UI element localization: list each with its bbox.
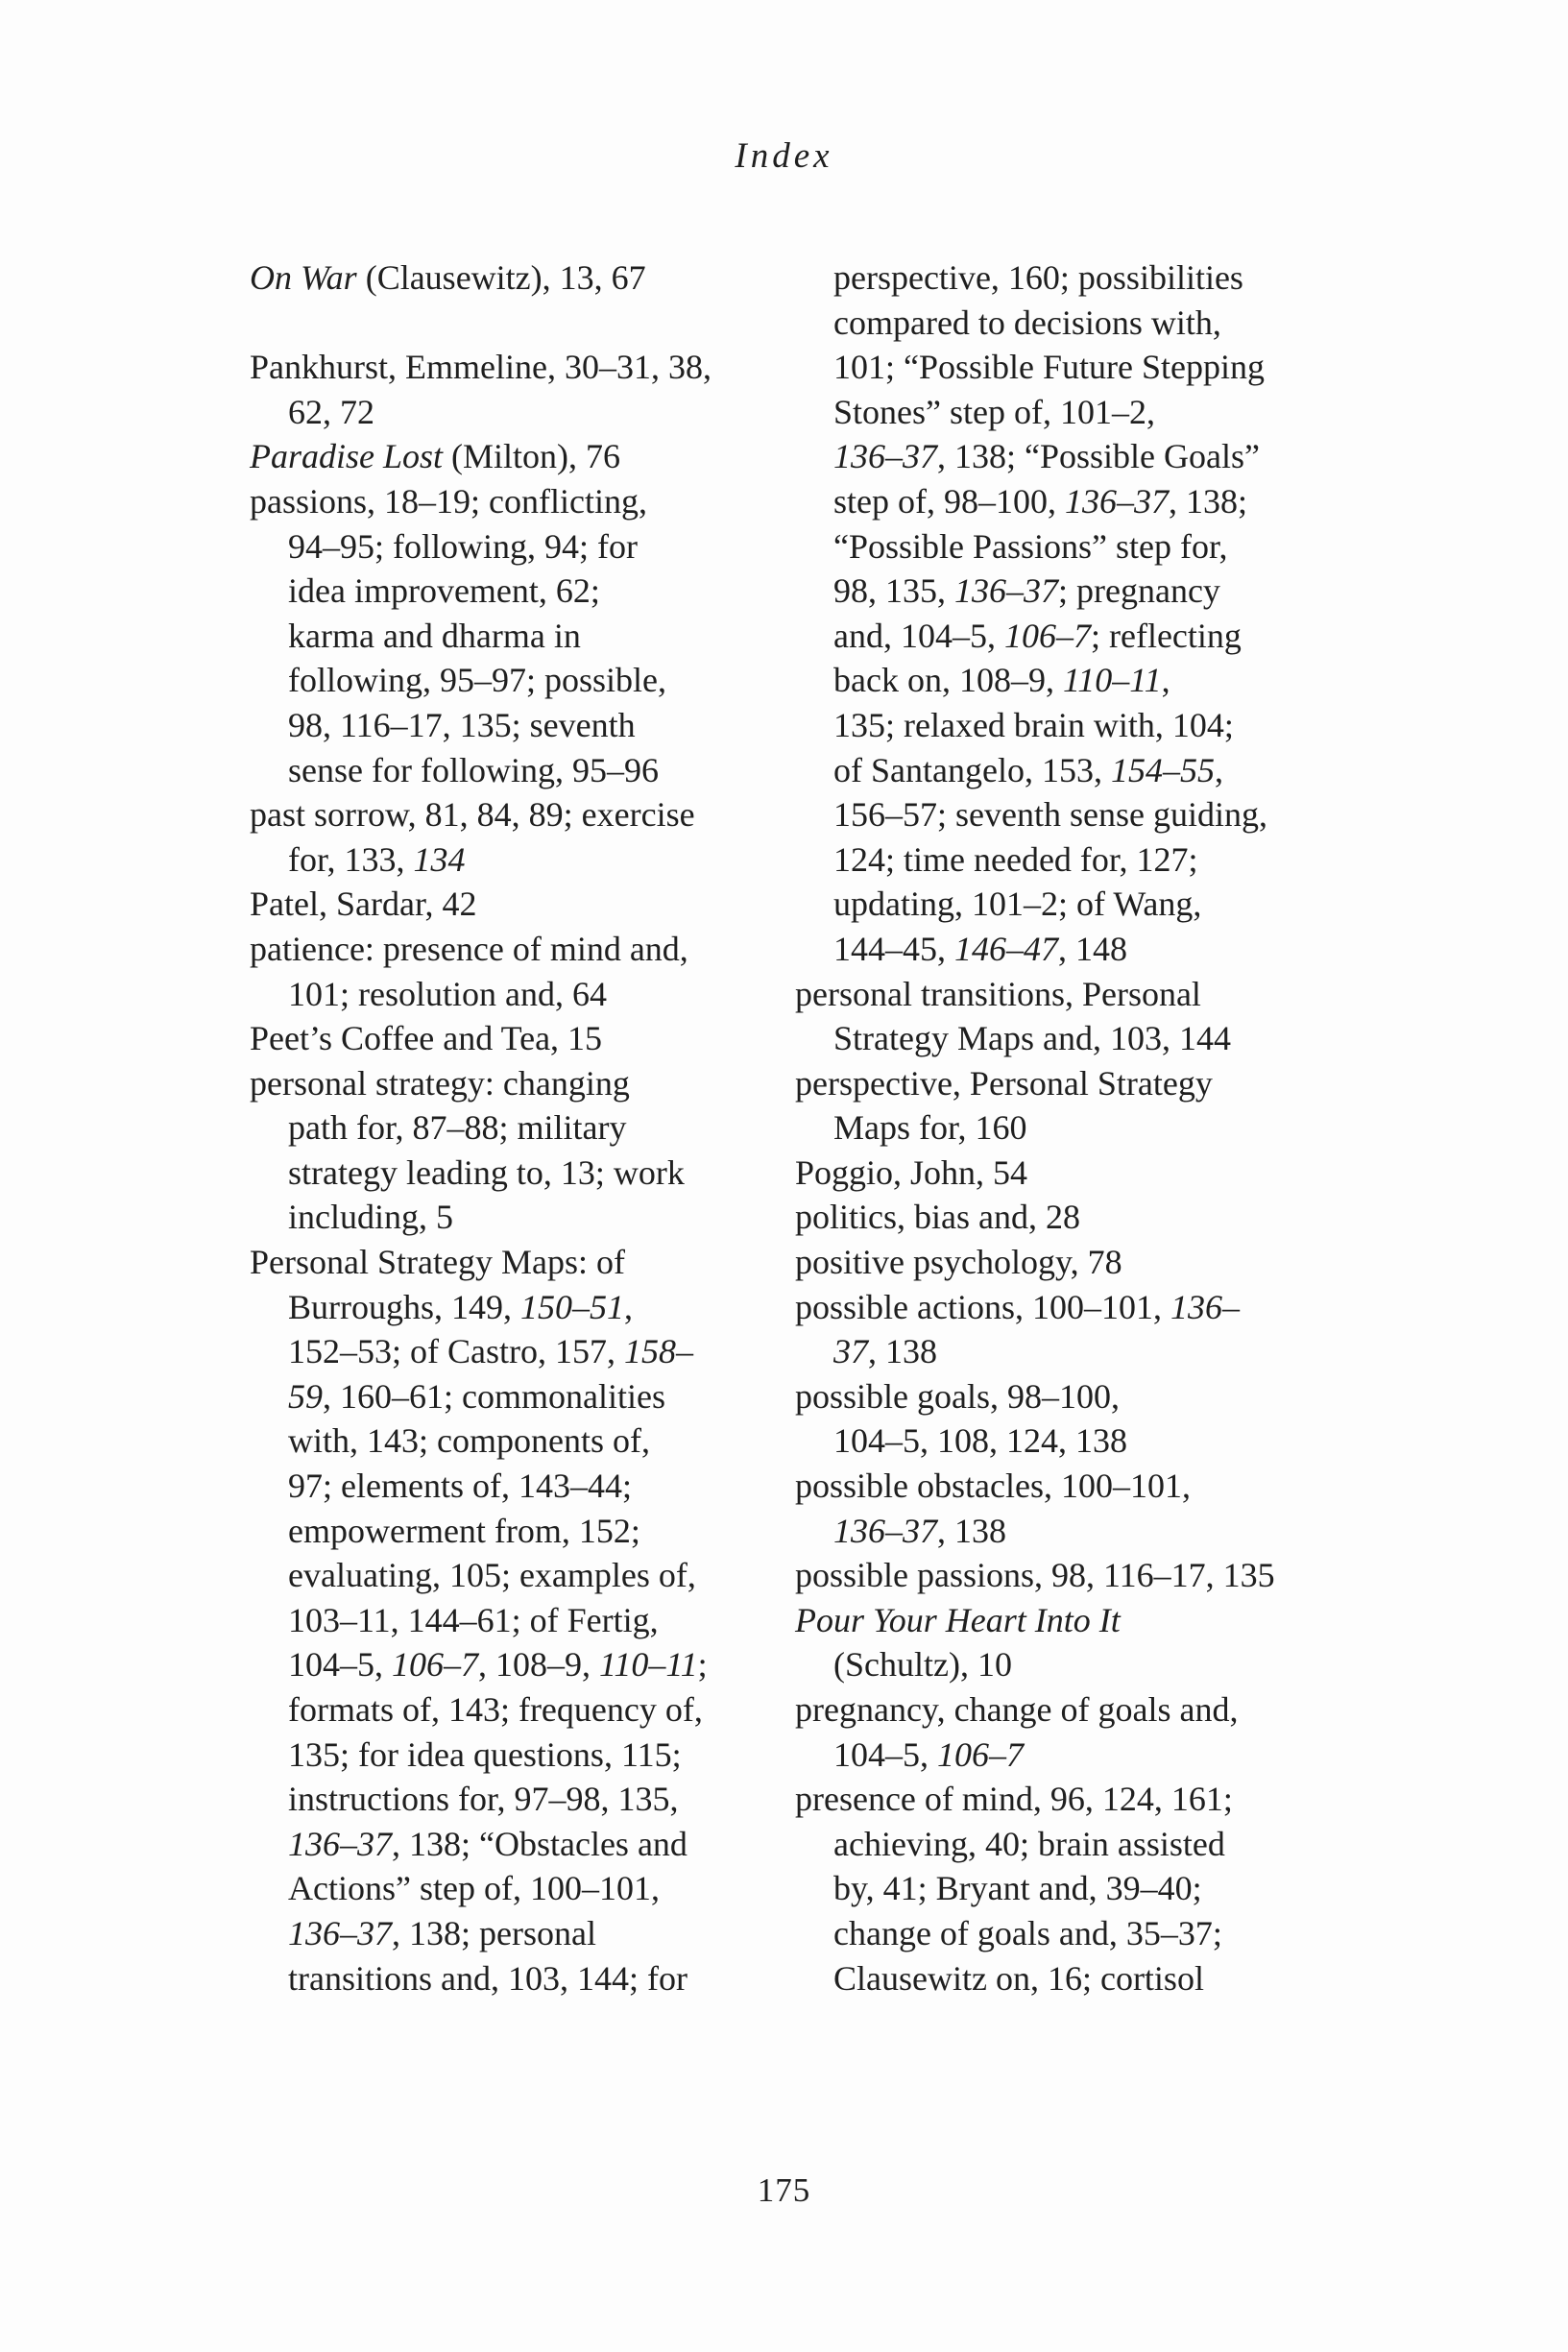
index-text-italic: Pour Your Heart Into It bbox=[795, 1600, 1121, 1639]
index-text: politics, bias and, 28 bbox=[795, 1198, 1080, 1237]
index-text: Poggio, John, 54 bbox=[795, 1152, 1028, 1192]
index-line bbox=[795, 1464, 1352, 1509]
index-line bbox=[795, 1285, 1352, 1330]
index-text-italic: 154–55 bbox=[1110, 750, 1215, 789]
index-line bbox=[795, 1866, 1352, 1911]
index-line bbox=[795, 255, 1352, 301]
index-text: 101; resolution and, 64 bbox=[288, 974, 607, 1013]
index-text: transitions and, 103, 144; for bbox=[288, 1958, 688, 1998]
index-line bbox=[250, 1151, 807, 1196]
index-line bbox=[795, 1733, 1352, 1778]
index-line bbox=[795, 1418, 1352, 1464]
index-line bbox=[795, 1687, 1352, 1733]
index-line bbox=[250, 434, 807, 479]
index-text-italic: 136–37 bbox=[288, 1824, 392, 1863]
index-text: for, 133, bbox=[288, 839, 414, 879]
index-line bbox=[795, 1105, 1352, 1151]
index-line bbox=[250, 1016, 807, 1061]
page-title: Index bbox=[735, 136, 833, 176]
index-text: idea improvement, 62; bbox=[288, 571, 600, 611]
index-text-italic: 146–47 bbox=[954, 929, 1058, 968]
index-line bbox=[250, 390, 807, 435]
index-line bbox=[795, 569, 1352, 614]
index-line bbox=[795, 1553, 1352, 1598]
index-line bbox=[795, 792, 1352, 837]
index-line bbox=[795, 434, 1352, 479]
index-line bbox=[250, 1866, 807, 1911]
index-text-italic: 136– bbox=[1170, 1287, 1240, 1326]
page-number: 175 bbox=[757, 2171, 811, 2209]
index-line bbox=[250, 1240, 807, 1285]
index-text: Patel, Sardar, 42 bbox=[250, 885, 477, 924]
index-line bbox=[250, 1418, 807, 1464]
index-text: evaluating, 105; examples of, bbox=[288, 1556, 696, 1595]
index-line bbox=[795, 837, 1352, 883]
index-line bbox=[250, 1733, 807, 1778]
index-line bbox=[250, 569, 807, 614]
index-line bbox=[795, 1329, 1352, 1374]
index-text: of Santangelo, 153, bbox=[833, 750, 1111, 789]
index-line bbox=[795, 882, 1352, 927]
index-line bbox=[795, 1777, 1352, 1822]
index-text: 62, 72 bbox=[288, 392, 374, 431]
index-line bbox=[250, 1329, 807, 1374]
index-text: Personal Strategy Maps: of bbox=[250, 1243, 625, 1282]
index-text: perspective, 160; possibilities bbox=[833, 258, 1243, 297]
index-line bbox=[250, 748, 807, 793]
index-line bbox=[795, 1956, 1352, 2001]
index-line bbox=[795, 345, 1352, 390]
index-text: with, 143; components of, bbox=[288, 1421, 650, 1461]
index-text: , bbox=[1214, 750, 1223, 789]
index-text-italic: 136–37 bbox=[954, 571, 1058, 611]
index-line bbox=[250, 255, 807, 301]
index-line bbox=[795, 301, 1352, 346]
index-text: Pankhurst, Emmeline, 30–31, 38, bbox=[250, 348, 712, 387]
index-line bbox=[250, 1285, 807, 1330]
index-text: 103–11, 144–61; of Fertig, bbox=[288, 1600, 659, 1639]
index-line bbox=[795, 1151, 1352, 1196]
index-text: possible obstacles, 100–101, bbox=[795, 1467, 1191, 1506]
index-text: past sorrow, 81, 84, 89; exercise bbox=[250, 795, 695, 835]
index-line bbox=[250, 1105, 807, 1151]
index-text: and, 104–5, bbox=[833, 616, 1004, 655]
index-text: pregnancy, change of goals and, bbox=[795, 1690, 1239, 1729]
index-line bbox=[795, 479, 1352, 524]
index-text: Actions” step of, 100–101, bbox=[288, 1869, 660, 1908]
index-text: ; reflecting bbox=[1090, 616, 1242, 655]
index-line bbox=[795, 390, 1352, 435]
index-text: 156–57; seventh sense guiding, bbox=[833, 795, 1267, 835]
index-text: instructions for, 97–98, 135, bbox=[288, 1780, 679, 1819]
index-text: ; pregnancy bbox=[1058, 571, 1220, 611]
index-text: , bbox=[1161, 661, 1170, 700]
index-line bbox=[250, 1598, 807, 1643]
index-text: , bbox=[624, 1287, 633, 1326]
index-line bbox=[250, 1374, 807, 1419]
index-line bbox=[795, 1195, 1352, 1240]
index-line bbox=[795, 1240, 1352, 1285]
index-text: , 138 bbox=[868, 1332, 937, 1371]
index-text: 104–5, bbox=[833, 1734, 937, 1774]
index-text-italic: 150–51 bbox=[520, 1287, 624, 1326]
index-text: Peet’s Coffee and Tea, 15 bbox=[250, 1019, 603, 1058]
index-text: Clausewitz on, 16; cortisol bbox=[833, 1958, 1204, 1998]
index-line bbox=[250, 479, 807, 524]
index-text: 124; time needed for, 127; bbox=[833, 839, 1198, 879]
index-text: 144–45, bbox=[833, 929, 954, 968]
index-line bbox=[795, 614, 1352, 659]
index-text: , 138; personal bbox=[392, 1913, 596, 1952]
index-text: personal strategy: changing bbox=[250, 1063, 630, 1103]
index-line bbox=[250, 1061, 807, 1106]
index-line bbox=[250, 882, 807, 927]
index-text: 104–5, 108, 124, 138 bbox=[833, 1421, 1127, 1461]
index-line bbox=[250, 1687, 807, 1733]
index-text-italic: 106–7 bbox=[937, 1734, 1024, 1774]
index-text: perspective, Personal Strategy bbox=[795, 1063, 1213, 1103]
index-line bbox=[795, 1374, 1352, 1419]
index-text: formats of, 143; frequency of, bbox=[288, 1690, 703, 1729]
index-text: including, 5 bbox=[288, 1198, 453, 1237]
index-text: 98, 116–17, 135; seventh bbox=[288, 705, 636, 744]
index-line bbox=[250, 614, 807, 659]
index-text: , 138; “Obstacles and bbox=[392, 1824, 688, 1863]
index-text: (Clausewitz), 13, 67 bbox=[356, 258, 646, 297]
index-text-italic: 106–7 bbox=[392, 1645, 478, 1685]
index-line bbox=[250, 1553, 807, 1598]
index-text: by, 41; Bryant and, 39–40; bbox=[833, 1869, 1202, 1908]
index-text-italic: 110–11 bbox=[1062, 661, 1162, 700]
index-text: , 108–9, bbox=[478, 1645, 599, 1685]
index-text: back on, 108–9, bbox=[833, 661, 1063, 700]
index-text: 94–95; following, 94; for bbox=[288, 526, 638, 566]
index-text: sense for following, 95–96 bbox=[288, 750, 659, 789]
index-line bbox=[250, 524, 807, 570]
index-line bbox=[250, 1777, 807, 1822]
index-text: Maps for, 160 bbox=[833, 1108, 1027, 1148]
index-line bbox=[795, 1061, 1352, 1106]
index-line bbox=[250, 1822, 807, 1867]
index-text-italic: Paradise Lost bbox=[250, 437, 444, 476]
index-text: 104–5, bbox=[288, 1645, 392, 1685]
index-text-italic: 136–37 bbox=[833, 1511, 937, 1550]
index-line bbox=[795, 658, 1352, 703]
index-line bbox=[250, 972, 807, 1017]
index-line bbox=[250, 345, 807, 390]
section-gap bbox=[250, 301, 807, 346]
index-text: 98, 135, bbox=[833, 571, 954, 611]
index-line bbox=[250, 792, 807, 837]
index-line bbox=[250, 1642, 807, 1687]
index-text: ; bbox=[697, 1645, 708, 1685]
index-text: , 138; bbox=[1168, 481, 1247, 521]
index-text-italic: 134 bbox=[413, 839, 466, 879]
index-text: 135; for idea questions, 115; bbox=[288, 1734, 682, 1774]
index-text: compared to decisions with, bbox=[833, 303, 1221, 342]
index-text: following, 95–97; possible, bbox=[288, 661, 666, 700]
index-text: passions, 18–19; conflicting, bbox=[250, 481, 647, 521]
index-text: patience: presence of mind and, bbox=[250, 929, 688, 968]
index-column-left bbox=[250, 255, 807, 2000]
index-text-italic: On War bbox=[250, 258, 357, 297]
index-line bbox=[795, 927, 1352, 972]
index-text: karma and dharma in bbox=[288, 616, 581, 655]
index-text: (Milton), 76 bbox=[443, 437, 621, 476]
index-text: 97; elements of, 143–44; bbox=[288, 1467, 632, 1506]
index-text: updating, 101–2; of Wang, bbox=[833, 885, 1202, 924]
index-text: Stones” step of, 101–2, bbox=[833, 392, 1155, 431]
index-line bbox=[795, 1016, 1352, 1061]
index-line bbox=[795, 1509, 1352, 1554]
index-column-right bbox=[795, 255, 1352, 2000]
index-line bbox=[795, 1911, 1352, 1956]
index-text: , 138 bbox=[937, 1511, 1006, 1550]
index-text: Strategy Maps and, 103, 144 bbox=[833, 1019, 1231, 1058]
index-line bbox=[250, 1956, 807, 2001]
index-text: strategy leading to, 13; work bbox=[288, 1152, 685, 1192]
index-text-italic: 136–37 bbox=[288, 1913, 392, 1952]
index-text: possible goals, 98–100, bbox=[795, 1376, 1120, 1416]
index-text: path for, 87–88; military bbox=[288, 1108, 627, 1148]
index-text: personal transitions, Personal bbox=[795, 974, 1201, 1013]
index-line bbox=[250, 1509, 807, 1554]
index-text: 135; relaxed brain with, 104; bbox=[833, 705, 1234, 744]
index-line bbox=[795, 524, 1352, 570]
index-text: 152–53; of Castro, 157, bbox=[288, 1332, 624, 1371]
index-text-italic: 136–37 bbox=[1064, 481, 1169, 521]
index-text: achieving, 40; brain assisted bbox=[833, 1824, 1225, 1863]
index-text: change of goals and, 35–37; bbox=[833, 1913, 1222, 1952]
index-text: presence of mind, 96, 124, 161; bbox=[795, 1780, 1233, 1819]
index-text-italic: 158– bbox=[623, 1332, 693, 1371]
index-line bbox=[795, 703, 1352, 748]
index-text: 101; “Possible Future Stepping bbox=[833, 348, 1265, 387]
index-line bbox=[795, 972, 1352, 1017]
index-text: positive psychology, 78 bbox=[795, 1243, 1122, 1282]
index-line bbox=[250, 703, 807, 748]
index-line bbox=[250, 1464, 807, 1509]
index-text: , 160–61; commonalities bbox=[323, 1376, 665, 1416]
index-text: possible passions, 98, 116–17, 135 bbox=[795, 1556, 1275, 1595]
index-line bbox=[795, 1598, 1352, 1643]
index-line bbox=[250, 1911, 807, 1956]
index-text: , 138; “Possible Goals” bbox=[937, 437, 1260, 476]
index-line bbox=[795, 1822, 1352, 1867]
index-text: “Possible Passions” step for, bbox=[833, 526, 1228, 566]
index-text: possible actions, 100–101, bbox=[795, 1287, 1170, 1326]
index-text: empowerment from, 152; bbox=[288, 1511, 640, 1550]
index-text: (Schultz), 10 bbox=[833, 1645, 1012, 1685]
index-text-italic: 106–7 bbox=[1003, 616, 1091, 655]
index-text-italic: 110–11 bbox=[599, 1645, 698, 1685]
index-line bbox=[250, 1195, 807, 1240]
index-line bbox=[250, 658, 807, 703]
index-text-italic: 59 bbox=[288, 1376, 323, 1416]
index-line bbox=[795, 748, 1352, 793]
index-text-italic: 136–37 bbox=[833, 437, 937, 476]
index-line bbox=[250, 927, 807, 972]
index-line bbox=[795, 1642, 1352, 1687]
index-text: , 148 bbox=[1058, 929, 1127, 968]
index-text-italic: 37 bbox=[833, 1332, 868, 1371]
index-text: step of, 98–100, bbox=[833, 481, 1065, 521]
index-line bbox=[250, 837, 807, 883]
index-text: Burroughs, 149, bbox=[288, 1287, 520, 1326]
